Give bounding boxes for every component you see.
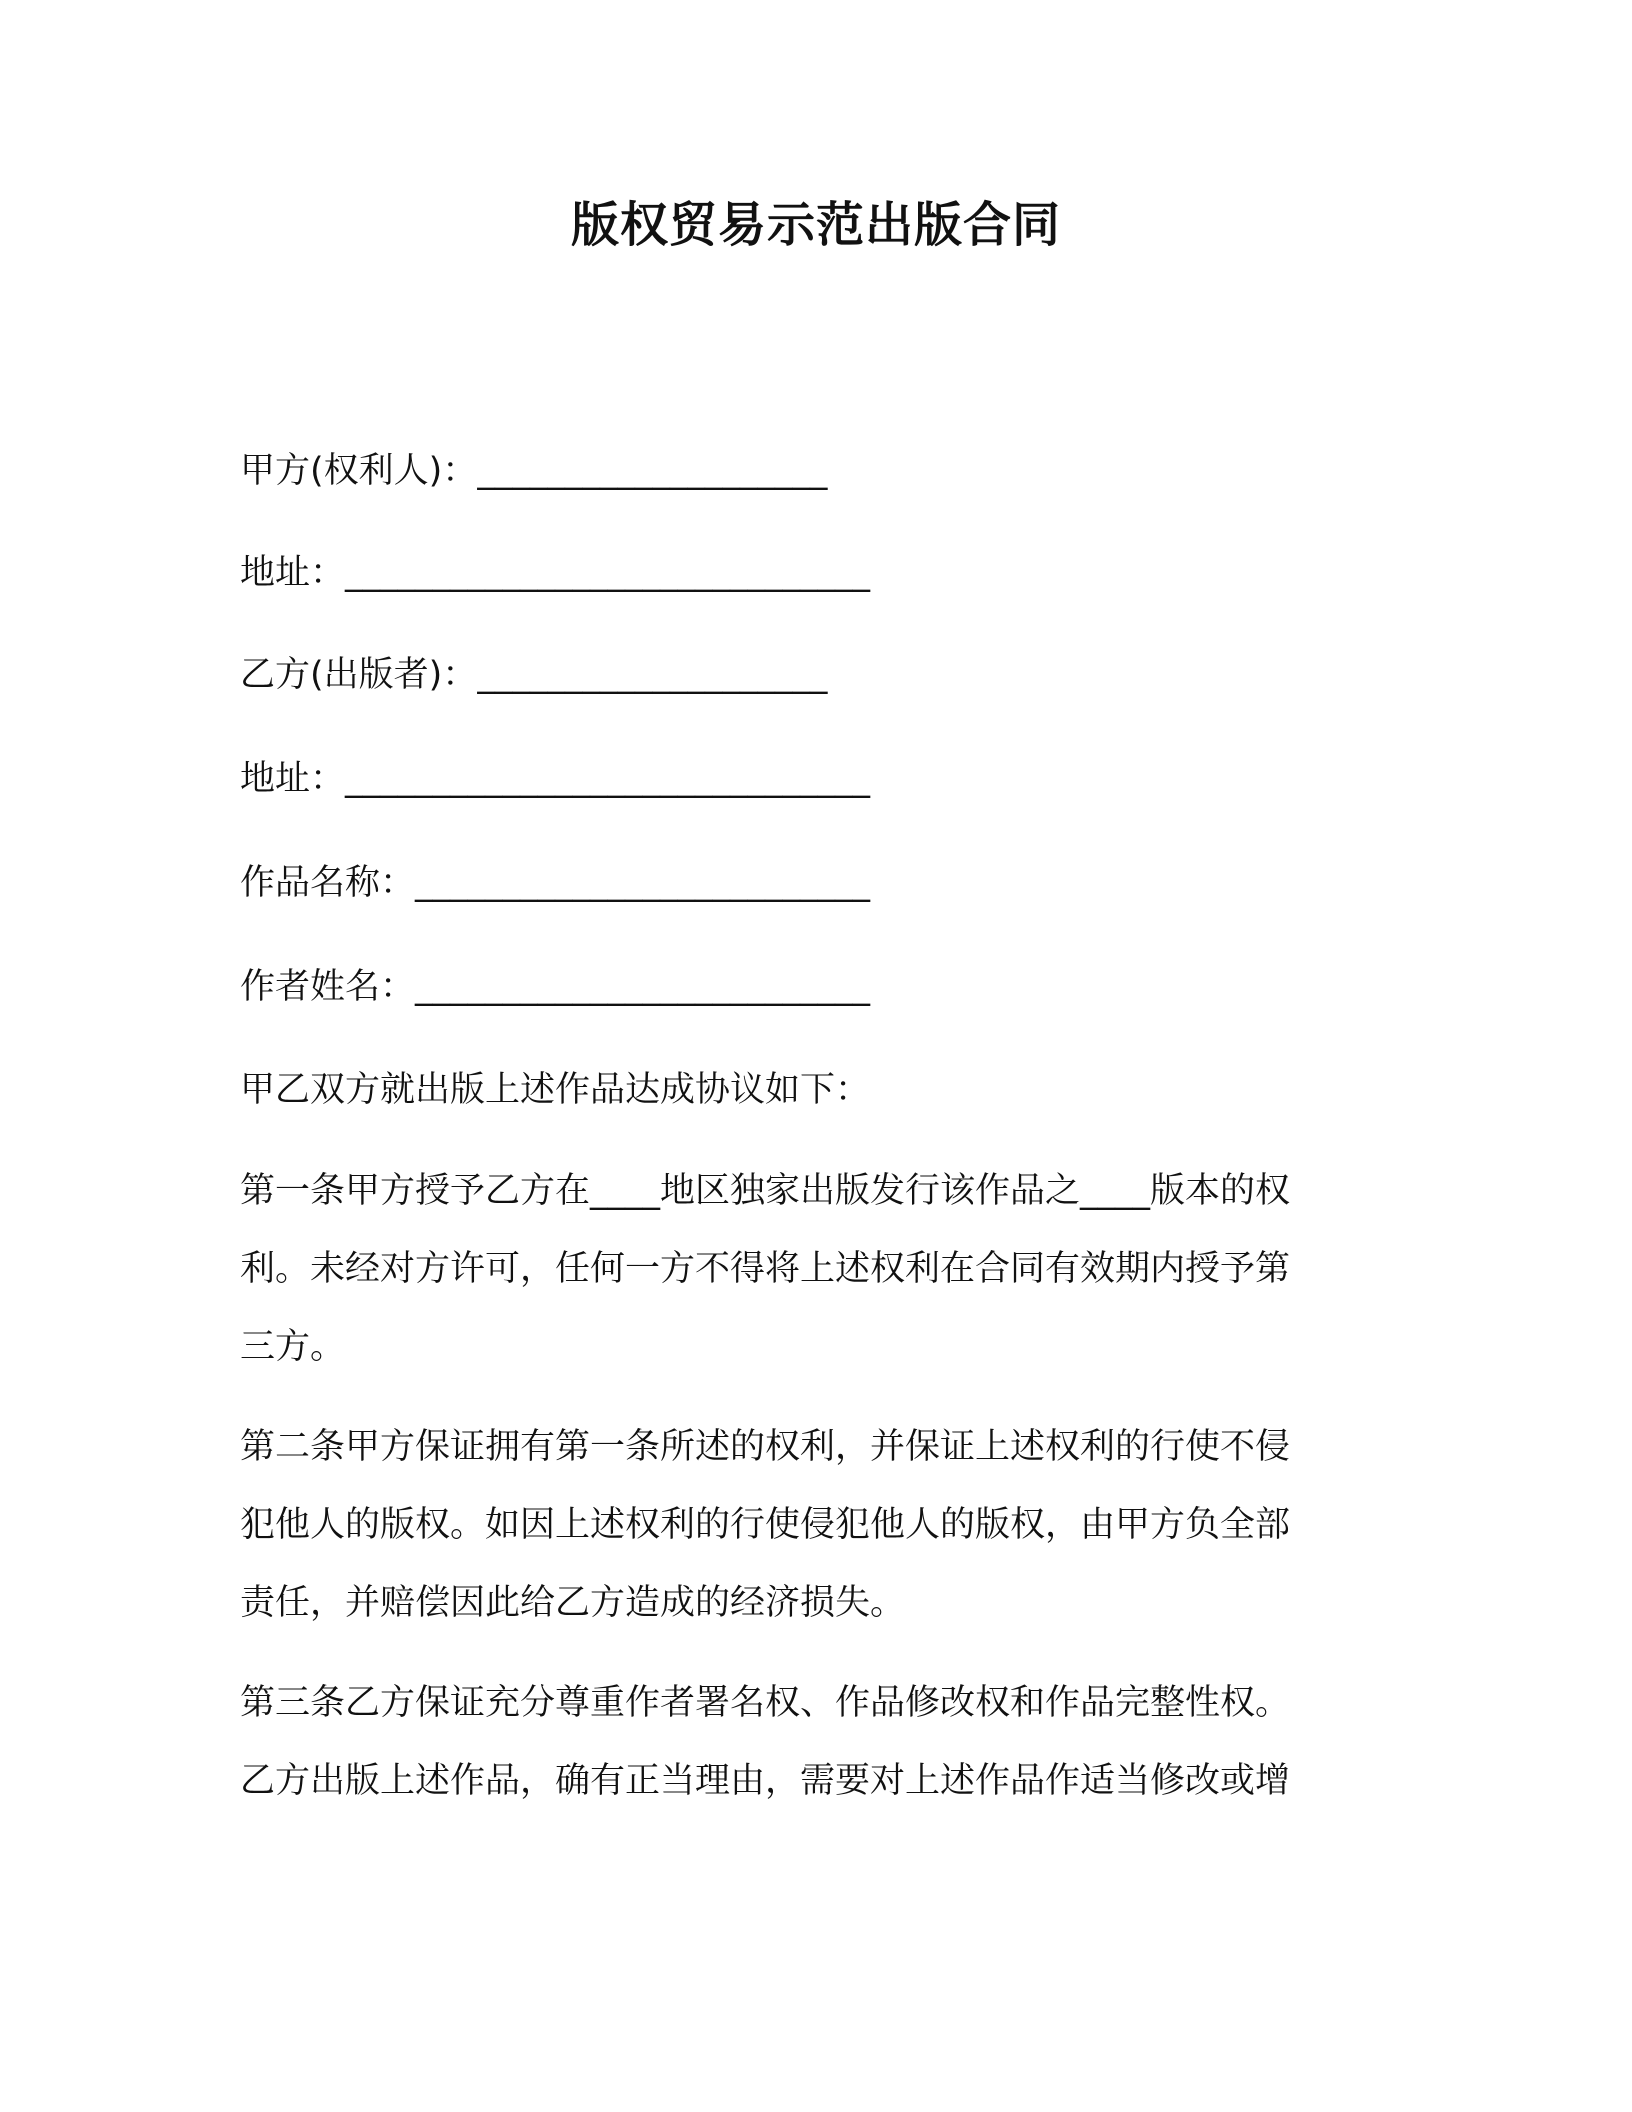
article-line: 第二条甲方保证拥有第一条所述的权利，并保证上述权利的行使不侵 — [240, 1427, 1291, 1467]
field-label: 作品名称： — [240, 863, 416, 903]
agreement-intro: 甲乙双方就出版上述作品达成协议如下： — [240, 1070, 871, 1110]
article-line: 乙方出版上述作品，确有正当理由，需要对上述作品作适当修改或增 — [240, 1761, 1291, 1801]
article-1 — [240, 1152, 1375, 1386]
field-label: 乙方(出版者)： — [240, 655, 478, 695]
field-work-title — [240, 858, 870, 908]
field-label: 地址： — [240, 553, 346, 593]
field-party-a-address — [240, 548, 870, 598]
field-blank: ______________________________ — [345, 759, 871, 799]
article-line: 第三条乙方保证充分尊重作者署名权、作品修改权和作品完整性权。 — [240, 1683, 1291, 1723]
article-line: 责任，并赔偿因此给乙方造成的经济损失。 — [240, 1583, 906, 1623]
article-3 — [240, 1664, 1375, 1820]
field-blank: ______________________________ — [345, 553, 871, 593]
field-party-a — [240, 446, 827, 496]
field-blank: ____________________ — [477, 655, 828, 695]
article-line: 犯他人的版权。如因上述权利的行使侵犯他人的版权，由甲方负全部 — [240, 1505, 1291, 1545]
article-2 — [240, 1408, 1375, 1642]
field-label: 地址： — [240, 759, 346, 799]
document-title: 版权贸易示范出版合同 — [570, 197, 1061, 253]
field-party-b-address — [240, 754, 870, 804]
article-line: 三方。 — [240, 1327, 346, 1367]
field-blank: __________________________ — [415, 863, 871, 903]
field-label: 作者姓名： — [240, 967, 416, 1007]
field-party-b — [240, 650, 827, 700]
field-blank: ____________________ — [477, 451, 828, 491]
field-blank: __________________________ — [415, 967, 871, 1007]
article-line: 第一条甲方授予乙方在____地区独家出版发行该作品之____版本的权 — [240, 1171, 1291, 1211]
field-label: 甲方(权利人)： — [240, 451, 478, 491]
article-line: 利。未经对方许可，任何一方不得将上述权利在合同有效期内授予第 — [240, 1249, 1291, 1289]
field-author-name — [240, 962, 870, 1012]
